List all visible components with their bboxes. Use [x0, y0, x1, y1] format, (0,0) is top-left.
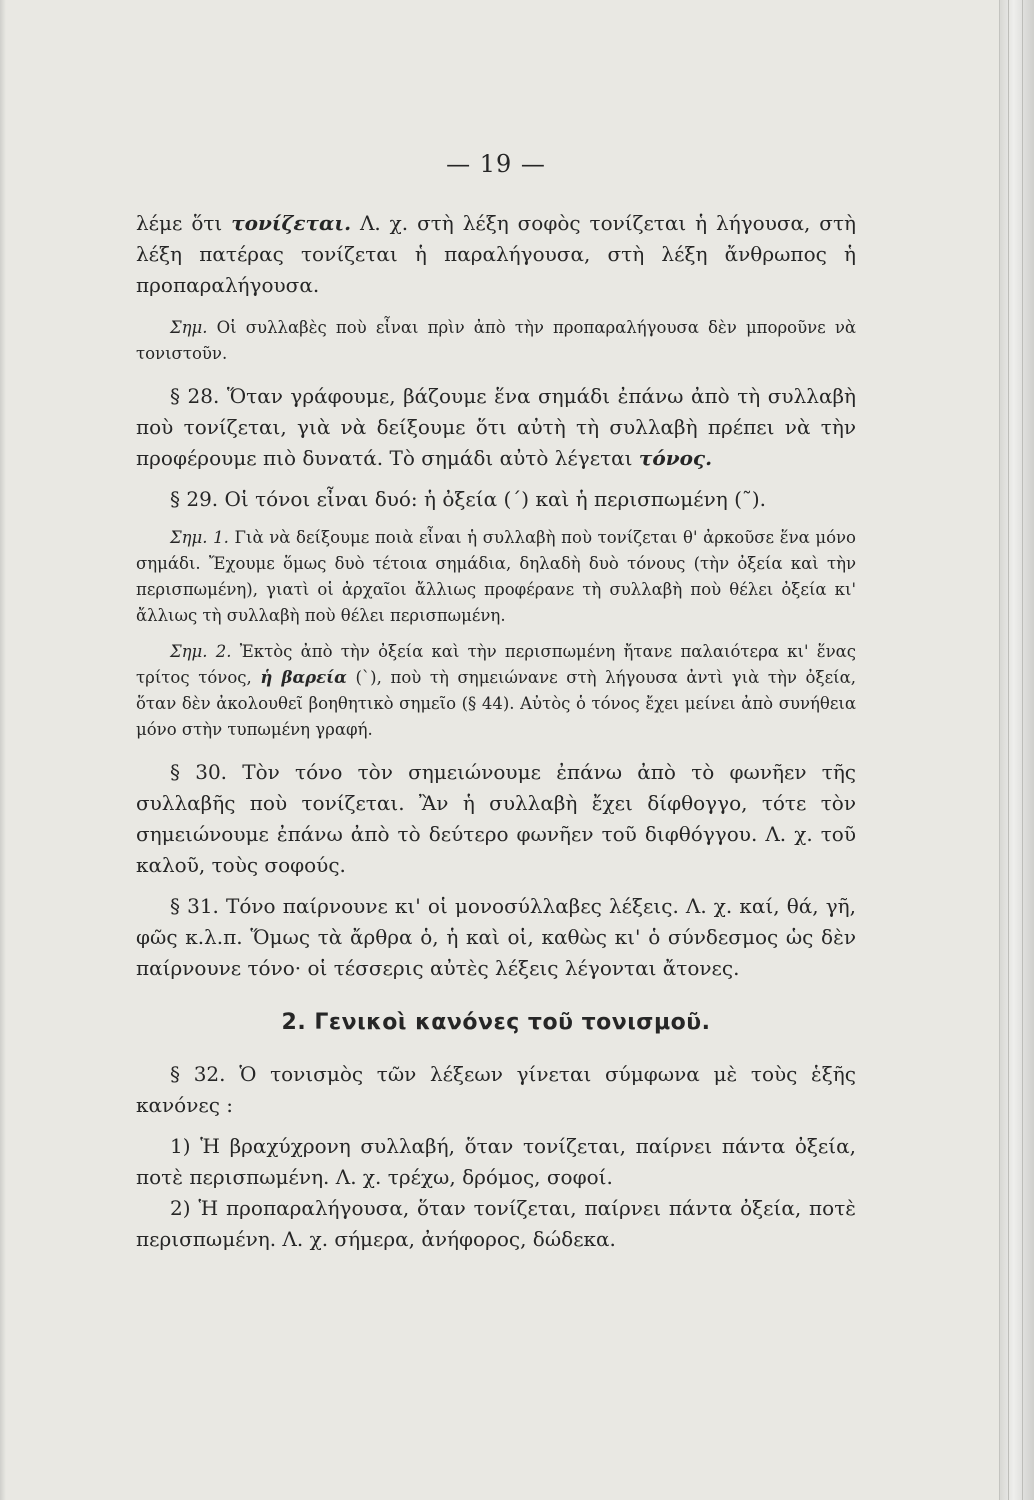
note-label: Σημ. 2. — [170, 642, 232, 661]
section-31: § 31. Τόνο παίρνουνε κι' οἱ μονοσύλλαβες λέξεις. Λ. χ. καί, θά, γῆ, φῶς κ.λ.π. Ὅμως τὰ ἄρθρα ὁ, ἡ καὶ οἱ, καθὼς κι' ὁ σύνδεσμος ὡς δὲν παίρνουνε τόνο· οἱ τέσσερις αὐτὲς λέξεις λέγονται ἄτονες. — [136, 894, 856, 980]
term-tonizetai: τονίζεται. — [231, 211, 352, 235]
note-text: (`), ποὺ τὴ σημειώνανε στὴ λήγουσα ἀντὶ γιὰ τὴν ὀξεία, ὅταν δὲν ἀκολουθεῖ βοηθητικὸ σημεῖο (§ 44). Αὐτὸς ὁ τόνος ἔχει μείνει ἀπὸ συνήθεια μόνο στὴν τυπωμένη γραφή. — [136, 668, 856, 739]
rule-2: 2) Ἡ προπαραλήγουσα, ὅταν τονίζεται, παίρνει πάντα ὀξεία, ποτὲ περισπωμένη. Λ. χ. σήμερα, ἀνήφορος, δώδεκα. — [136, 1196, 856, 1251]
text: Λ. χ. στὴ λέξη σοφὸς τονίζεται ἡ λήγουσα, στὴ λέξη πατέρας τονίζεται ἡ παραλήγουσα, στὴ λέξη ἄνθρωπος ἡ προπαραλήγουσα. — [136, 211, 856, 297]
note-syllables — [136, 315, 856, 367]
note-text: Γιὰ νὰ δείξουμε ποιὰ εἶναι ἡ συλλαβὴ ποὺ τονίζεται θ' ἀρκοῦσε ἕνα μόνο σημάδι. Ἔχουμε ὅμως δυὸ τέτοια σημάδια, δηλαδὴ δυὸ τόνους (τὴν ὀξεία καὶ τὴν περισπωμένη), γιατὶ οἱ ἀρχαῖοι ἄλλιως προφέρανε τὴ συλλαβὴ ποὺ θέλει ὀξεία κι' ἄλλιως τὴ συλλαβὴ ποὺ θέλει περισπωμένη. — [136, 528, 856, 625]
note-29-2 — [136, 639, 856, 743]
note-text: Οἱ συλλαβὲς ποὺ εἶναι πρὶν ἀπὸ τὴν προπαραλήγουσα δὲν μποροῦνε νὰ τονιστοῦν. — [136, 318, 856, 363]
section-heading: 2. Γενικοὶ κανόνες τοῦ τονισμοῦ. — [281, 1010, 711, 1035]
note-29-1 — [136, 525, 856, 629]
section-28 — [136, 381, 856, 474]
note-label: Σημ. 1. — [170, 528, 229, 547]
term-tonos: τόνος. — [638, 446, 713, 470]
section-32: § 32. Ὁ τονισμὸς τῶν λέξεων γίνεται σύμφωνα μὲ τοὺς ἑξῆς κανόνες : — [136, 1062, 856, 1117]
page-edge-left — [0, 0, 6, 1500]
note-text: Ἐκτὸς ἀπὸ τὴν ὀξεία καὶ τὴν περισπωμένη ἤτανε παλαιότερα κι' ἕνας τρίτος τόνος, — [136, 642, 856, 687]
page-edge-right — [999, 0, 1034, 1500]
text: λέμε ὅτι — [136, 211, 232, 235]
section-text: § 28. Ὅταν γράφουμε, βάζουμε ἕνα σημάδι ἐπάνω ἀπὸ τὴ συλλαβὴ ποὺ τονίζεται, γιὰ νὰ δείξουμε ὅτι αὐτὴ τὴ συλλαβὴ πρέπει νὰ τὴν προφέρουμε πιὸ δυνατά. Τὸ σημάδι αὐτὸ λέγεται — [136, 384, 856, 470]
note-label: Σημ. — [170, 318, 208, 337]
page-number: — 19 — — [446, 150, 546, 178]
paragraph-accent-intro — [136, 208, 856, 301]
rule-1: 1) Ἡ βραχύχρονη συλλαβή, ὅταν τονίζεται, παίρνει πάντα ὀξεία, ποτὲ περισπωμένη. Λ. χ. τρέχω, δρόμος, σοφοί. — [136, 1134, 856, 1189]
section-30: § 30. Τὸν τόνο τὸν σημειώνουμε ἐπάνω ἀπὸ τὸ φωνῆεν τῆς συλλαβῆς ποὺ τονίζεται. Ἂν ἡ συλλαβὴ ἔχει δίφθογγο, τότε τὸν σημειώνουμε ἐπάνω ἀπὸ τὸ δεύτερο φωνῆεν τοῦ διφθόγγου. Λ. χ. τοῦ καλοῦ, τοὺς σοφούς. — [136, 760, 856, 877]
section-29: § 29. Οἱ τόνοι εἶναι δυό: ἡ ὀξεία (΄) καὶ ἡ περισπωμένη (῀). — [170, 487, 767, 511]
page-content — [136, 150, 856, 1255]
term-vareia: ἡ βαρεία — [260, 668, 347, 687]
